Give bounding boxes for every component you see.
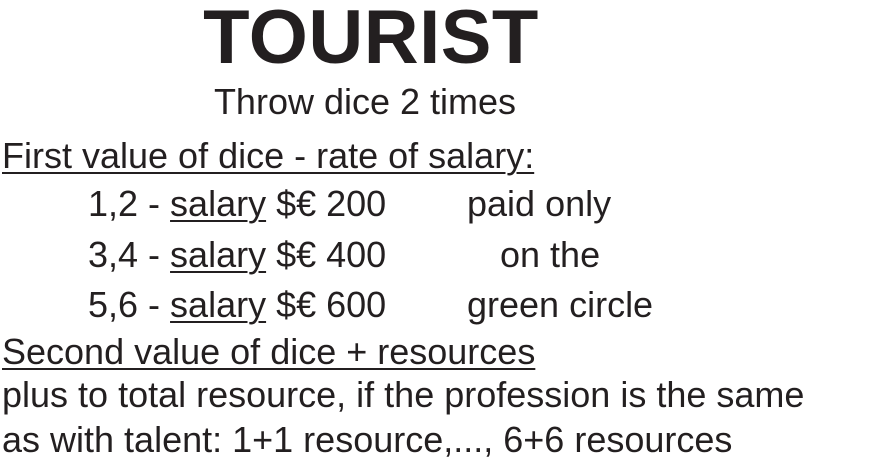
card-title: TOURIST <box>203 0 539 80</box>
payment-note-line: on the <box>500 234 601 275</box>
card-subtitle: Throw dice 2 times <box>213 81 517 122</box>
salary-row-amount: $€ 600 <box>266 284 387 325</box>
payment-note-line: green circle <box>467 284 654 325</box>
first-dice-heading: First value of dice - rate of salary: <box>2 135 535 176</box>
salary-row-word: salary <box>170 183 267 224</box>
salary-row-dice: 5,6 - <box>88 284 171 325</box>
salary-row <box>88 234 387 275</box>
salary-row-dice: 1,2 - <box>88 183 171 224</box>
salary-row-word: salary <box>170 284 267 325</box>
second-dice-heading: Second value of dice + resources <box>2 331 536 372</box>
salary-row-amount: $€ 400 <box>266 234 387 275</box>
resource-rule-line: as with talent: 1+1 resource,..., 6+6 resources <box>2 419 733 460</box>
salary-row-dice: 3,4 - <box>88 234 171 275</box>
salary-row <box>88 183 387 224</box>
salary-row <box>88 284 387 325</box>
salary-row-word: salary <box>170 234 267 275</box>
resource-rule-line: plus to total resource, if the profession is the same <box>2 374 805 415</box>
payment-note-line: paid only <box>467 183 612 224</box>
salary-row-amount: $€ 200 <box>266 183 387 224</box>
